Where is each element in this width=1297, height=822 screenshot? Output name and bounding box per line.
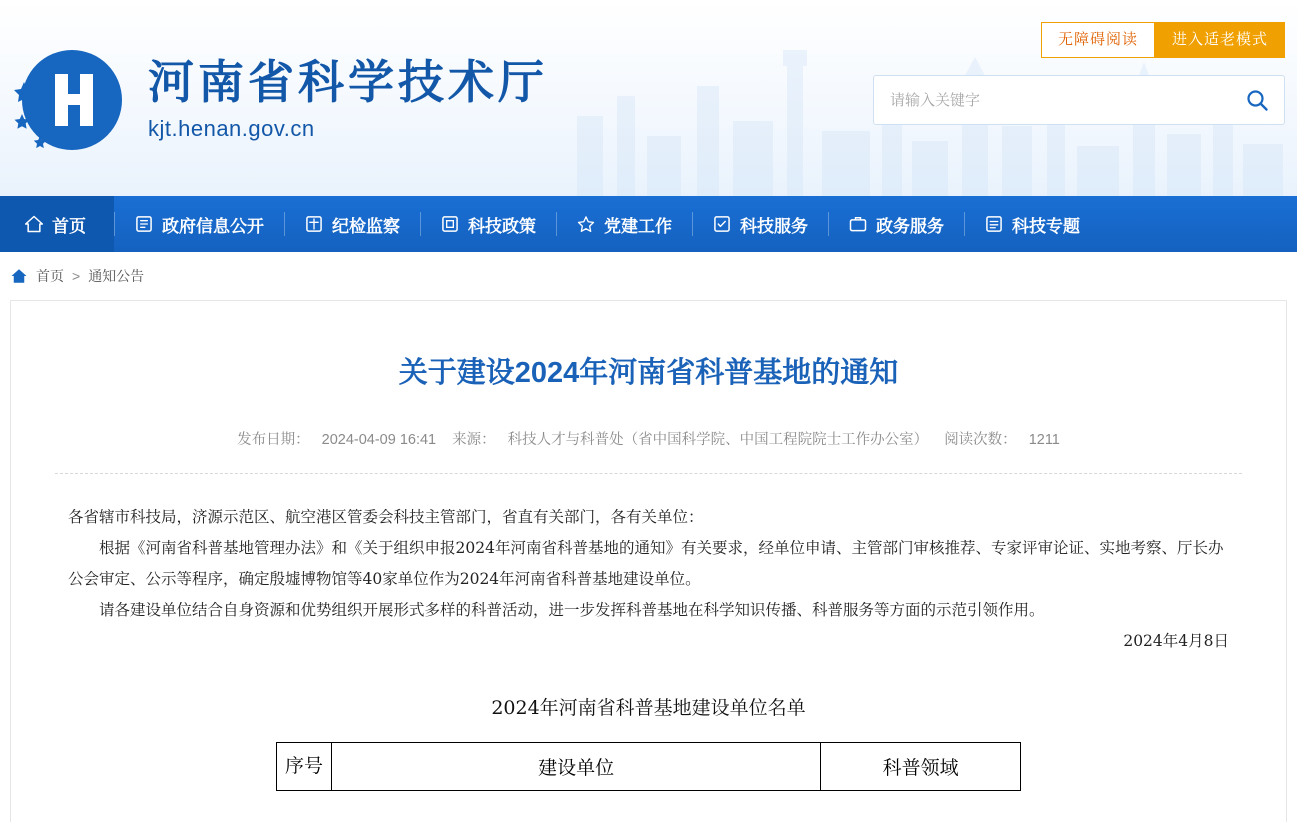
home-icon	[10, 267, 28, 285]
main-nav	[0, 196, 1297, 252]
unit-list-table	[276, 742, 1021, 791]
nav-item-tech-topics-label: 科技专题	[1012, 216, 1080, 236]
views-label: 阅读次数：	[944, 431, 1017, 448]
table-header-unit: 建设单位	[331, 742, 820, 790]
breadcrumb-current[interactable]: 通知公告	[88, 268, 145, 284]
search-input[interactable]	[874, 76, 1230, 124]
source-label: 来源：	[452, 431, 496, 448]
article-paragraph-1: 根据《河南省科普基地管理办法》和《关于组织申报2024年河南省科普基地的通知》有关要求，经单位申请、主管部门审核推荐、专家评审论证、实地考察、厅长办公会审定、公示等程序，确定殷墟博物馆等40家单位作为2024年河南省科普基地建设单位。	[68, 538, 1224, 588]
site-title: 河南省科学技术厅	[148, 55, 548, 108]
nav-item-gov-service[interactable]	[828, 196, 964, 252]
source-value: 科技人才与科普处（省中国科学院、中国工程院院士工作办公室）	[507, 431, 929, 448]
document-icon	[134, 214, 154, 234]
article-container	[10, 300, 1287, 822]
accessible-reading-button[interactable]: 无障碍阅读	[1041, 22, 1155, 58]
nav-item-tech-service[interactable]	[692, 196, 828, 252]
nav-item-discipline-inspection[interactable]	[284, 196, 420, 252]
article-paragraph-salutation: 各省辖市科技局，济源示范区、航空港区管委会科技主管部门，省直有关部门，各有关单位：	[68, 507, 704, 526]
star-icon	[576, 214, 596, 234]
article-body	[68, 502, 1229, 657]
top-buttons	[1041, 22, 1285, 58]
breadcrumb-separator: >	[72, 268, 81, 284]
article-meta	[11, 428, 1286, 449]
nav-item-government-info[interactable]	[114, 196, 284, 252]
nav-item-tech-topics[interactable]	[964, 196, 1100, 252]
henan-kjt-logo-icon	[10, 40, 130, 160]
list-icon	[984, 214, 1004, 234]
table-header-row	[277, 742, 1021, 790]
article-sign-date: 2024年4月8日	[1123, 631, 1229, 650]
publish-date-value: 2024-04-09 16:41	[321, 431, 437, 448]
site-domain: kjt.henan.gov.cn	[148, 116, 315, 142]
nav-item-tech-policy-label: 科技政策	[468, 216, 536, 236]
checklist-icon	[712, 214, 732, 234]
site-logo[interactable]	[10, 40, 548, 160]
nav-item-government-info-label: 政府信息公开	[162, 216, 264, 236]
briefcase-icon	[848, 214, 868, 234]
views-value: 1211	[1028, 431, 1060, 448]
site-header	[0, 0, 1297, 196]
nav-item-tech-policy[interactable]	[420, 196, 556, 252]
nav-item-party-building[interactable]	[556, 196, 692, 252]
nav-item-gov-service-label: 政务服务	[876, 216, 944, 236]
policy-icon	[440, 214, 460, 234]
search-button[interactable]	[1230, 76, 1284, 124]
elder-mode-button[interactable]: 进入适老模式	[1155, 22, 1285, 58]
page-title: 关于建设2024年河南省科普基地的通知	[398, 357, 899, 389]
balance-icon	[304, 214, 324, 234]
nav-item-discipline-inspection-label: 纪检监察	[332, 216, 400, 236]
article-divider	[55, 473, 1242, 474]
table-header-field: 科普领域	[821, 742, 1021, 790]
logo-text	[148, 55, 548, 142]
search-icon	[1245, 88, 1269, 112]
publish-date-label: 发布日期：	[237, 431, 310, 448]
nav-item-home-label: 首页	[52, 216, 86, 236]
nav-item-tech-service-label: 科技服务	[740, 216, 808, 236]
breadcrumb	[0, 252, 1297, 300]
breadcrumb-home-link[interactable]: 首页	[36, 268, 64, 284]
home-icon	[24, 214, 44, 234]
search-box[interactable]	[873, 75, 1285, 125]
table-header-index: 序号	[277, 742, 332, 790]
nav-item-party-building-label: 党建工作	[604, 216, 672, 236]
unit-list-title: 2024年河南省科普基地建设单位名单	[491, 696, 806, 719]
nav-item-home[interactable]	[0, 196, 114, 252]
article-paragraph-2: 请各建设单位结合自身资源和优势组织开展形式多样的科普活动，进一步发挥科普基地在科学知识传播、科普服务等方面的示范引领作用。	[99, 600, 1045, 619]
